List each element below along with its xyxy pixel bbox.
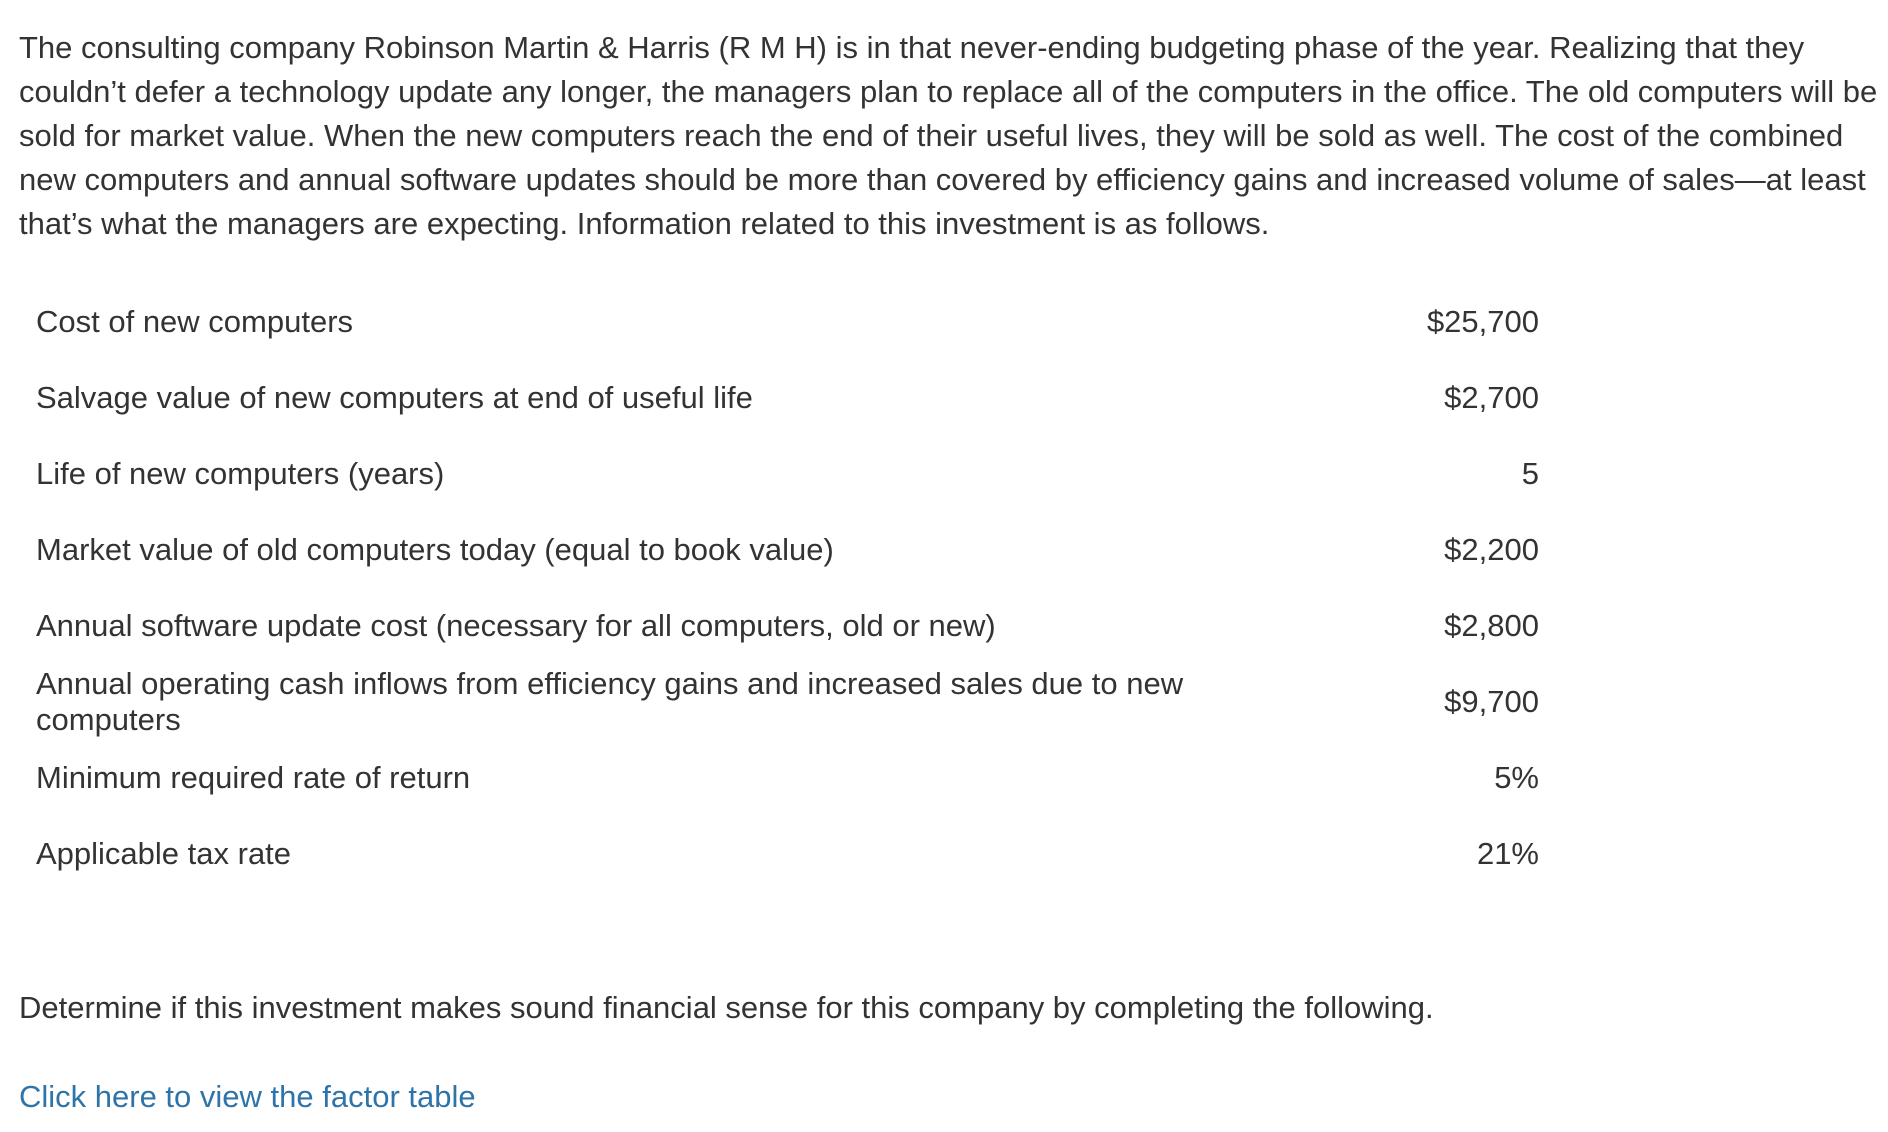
intro-paragraph: The consulting company Robinson Martin & Harris (R M H) is in that never-ending budgeting phase of the year. Realizing that they couldn’t defer a technology update any longer, the managers plan to replace all of the computers in the office. The old computers will be sold for market value. When the new computers reach the end of their useful lives, they will be sold as well. The cost of the combined new computers and annual software updates should be more than covered by efficiency gains and increased volume of sales—at least that’s what the managers are expecting. Information related to this investment is as follows. [19,30,1878,241]
row-label: Market value of old computers today (equal to book value) [36,532,834,567]
row-value: 21% [1476,836,1539,871]
row-label: Salvage value of new computers at end of useful life [36,380,753,415]
row-label: Annual operating cash inflows from efficiency gains and increased sales due to new computers [36,666,1184,737]
table-row [19,436,1539,512]
investment-data-table [19,284,1539,892]
table-row [19,360,1539,436]
row-value: $25,700 [1426,304,1539,339]
row-label: Minimum required rate of return [36,760,471,795]
row-value: $2,700 [1444,380,1539,415]
table-row [19,512,1539,588]
instruction-text: Determine if this investment makes sound financial sense for this company by completing the following. [19,990,1434,1025]
row-value: $2,200 [1444,532,1539,567]
factor-table-link[interactable]: Click here to view the factor table [19,1079,476,1114]
table-row [19,664,1539,740]
table-row [19,816,1539,892]
row-value: 5% [1494,760,1539,795]
row-value: $2,800 [1444,608,1539,643]
table-row [19,284,1539,360]
table-row [19,588,1539,664]
row-label: Life of new computers (years) [36,456,445,491]
row-value: $9,700 [1444,684,1539,719]
row-label: Cost of new computers [36,304,354,339]
row-label: Annual software update cost (necessary for all computers, old or new) [36,608,996,643]
table-row [19,740,1539,816]
row-value: 5 [1521,456,1539,491]
row-label: Applicable tax rate [36,836,292,871]
